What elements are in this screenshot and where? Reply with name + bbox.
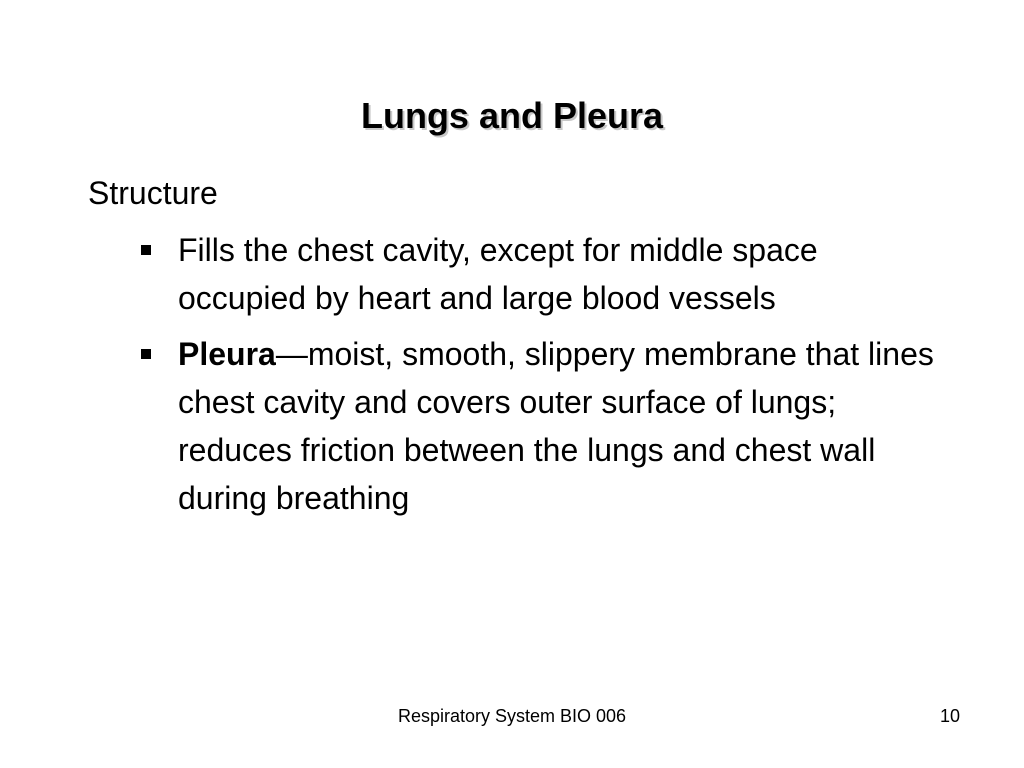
footer-text: Respiratory System BIO 006 xyxy=(397,706,627,726)
bullet-term: Pleura xyxy=(178,336,276,372)
slide-content xyxy=(88,168,948,522)
bullet-item xyxy=(88,330,948,522)
bullet-item xyxy=(88,226,948,322)
square-bullet-icon xyxy=(141,245,151,255)
bullet-text: Fills the chest cavity, except for middle space occupied by heart and large blood vessels xyxy=(178,232,818,316)
page-number: 10 xyxy=(939,706,960,726)
bullet-list xyxy=(88,226,948,522)
bullet-text: —moist, smooth, slippery membrane that lines chest cavity and covers outer surface of lungs; reduces friction between the lungs and chest wall during breathing xyxy=(178,336,934,516)
slide-title: Lungs and Pleura xyxy=(360,95,664,136)
square-bullet-icon xyxy=(141,349,151,359)
section-heading: Structure xyxy=(88,175,218,211)
